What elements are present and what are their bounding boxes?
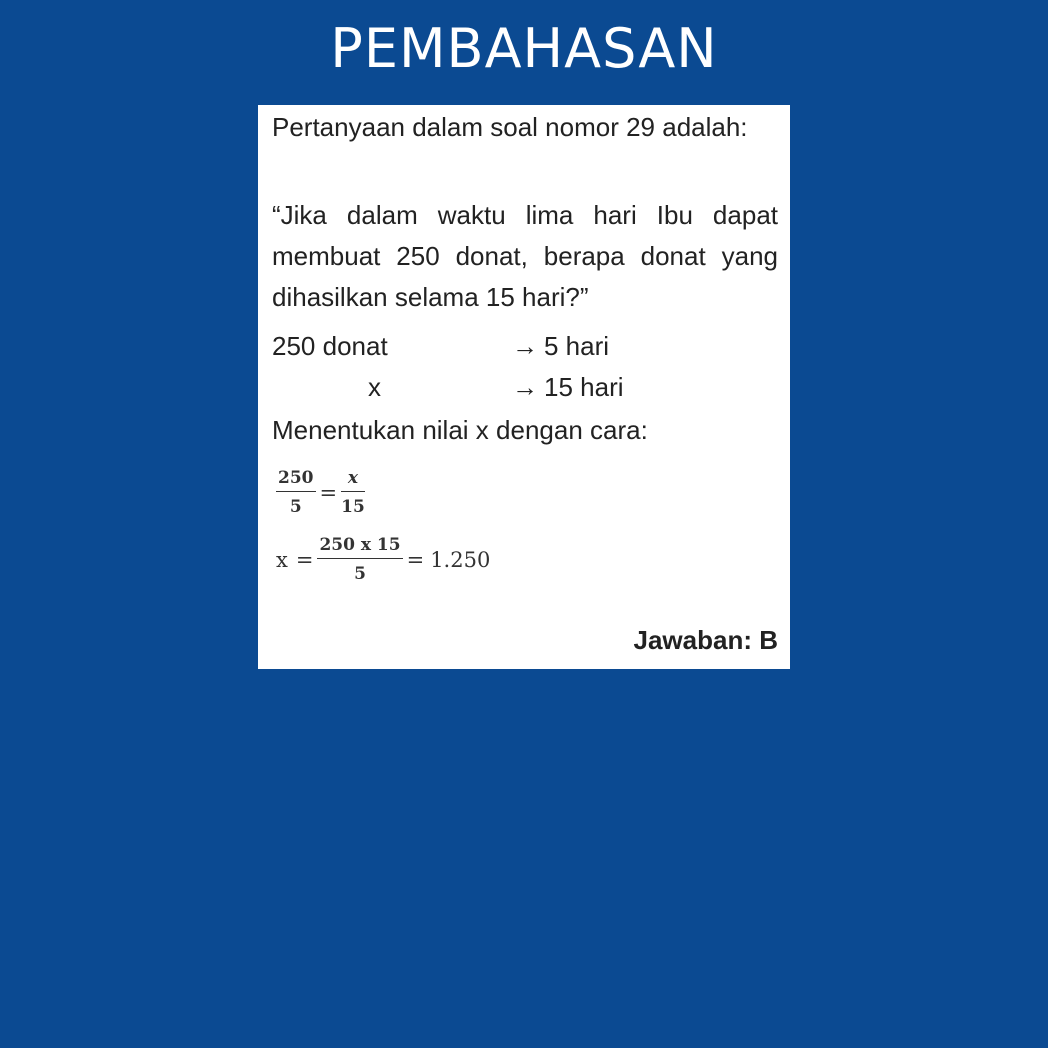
ratio-row-1-right-group (512, 326, 609, 367)
fraction-product-denominator: 5 (354, 564, 366, 584)
fraction-right-numerator: x (341, 468, 365, 492)
fraction-left (276, 468, 316, 517)
ratio-row-1 (272, 326, 778, 367)
equals-sign: = (319, 480, 338, 505)
explanation-card (258, 105, 790, 669)
answer-label: Jawaban: B (633, 625, 778, 655)
equation-proportion (276, 468, 365, 517)
fraction-product-numerator: 250 x 15 (317, 535, 402, 559)
equation-variable: x (276, 547, 288, 572)
ratio-row-2-left: x (368, 372, 381, 402)
ratio-row-2 (272, 367, 778, 408)
ratio-row-1-left: 250 donat (272, 331, 388, 361)
fraction-left-denominator: 5 (289, 497, 302, 517)
equals-sign: = (295, 547, 314, 572)
fraction-left-numerator: 250 (276, 468, 316, 492)
ratio-row-1-right: 5 hari (544, 331, 610, 361)
ratio-row-2-right-group (512, 367, 624, 408)
equals-sign: = (406, 547, 425, 572)
question-text: “Jika dalam waktu lima hari Ibu dapat membuat 250 donat, berapa donat yang dihasilkan selama 15 hari?” (272, 200, 778, 312)
page-title: PEMBAHASAN (330, 17, 718, 80)
equation-solution (276, 535, 494, 584)
arrow-right-icon: → (512, 372, 538, 402)
arrow-right-icon: → (512, 331, 538, 361)
fraction-right (341, 468, 365, 517)
method-text: Menentukan nilai x dengan cara: (272, 415, 648, 445)
intro-text: Pertanyaan dalam soal nomor 29 adalah: (272, 112, 748, 142)
ratio-row-2-right: 15 hari (544, 372, 624, 402)
fraction-product (317, 535, 402, 584)
equation-result: 1.250 (430, 547, 491, 572)
fraction-right-denominator: 15 (341, 497, 365, 517)
